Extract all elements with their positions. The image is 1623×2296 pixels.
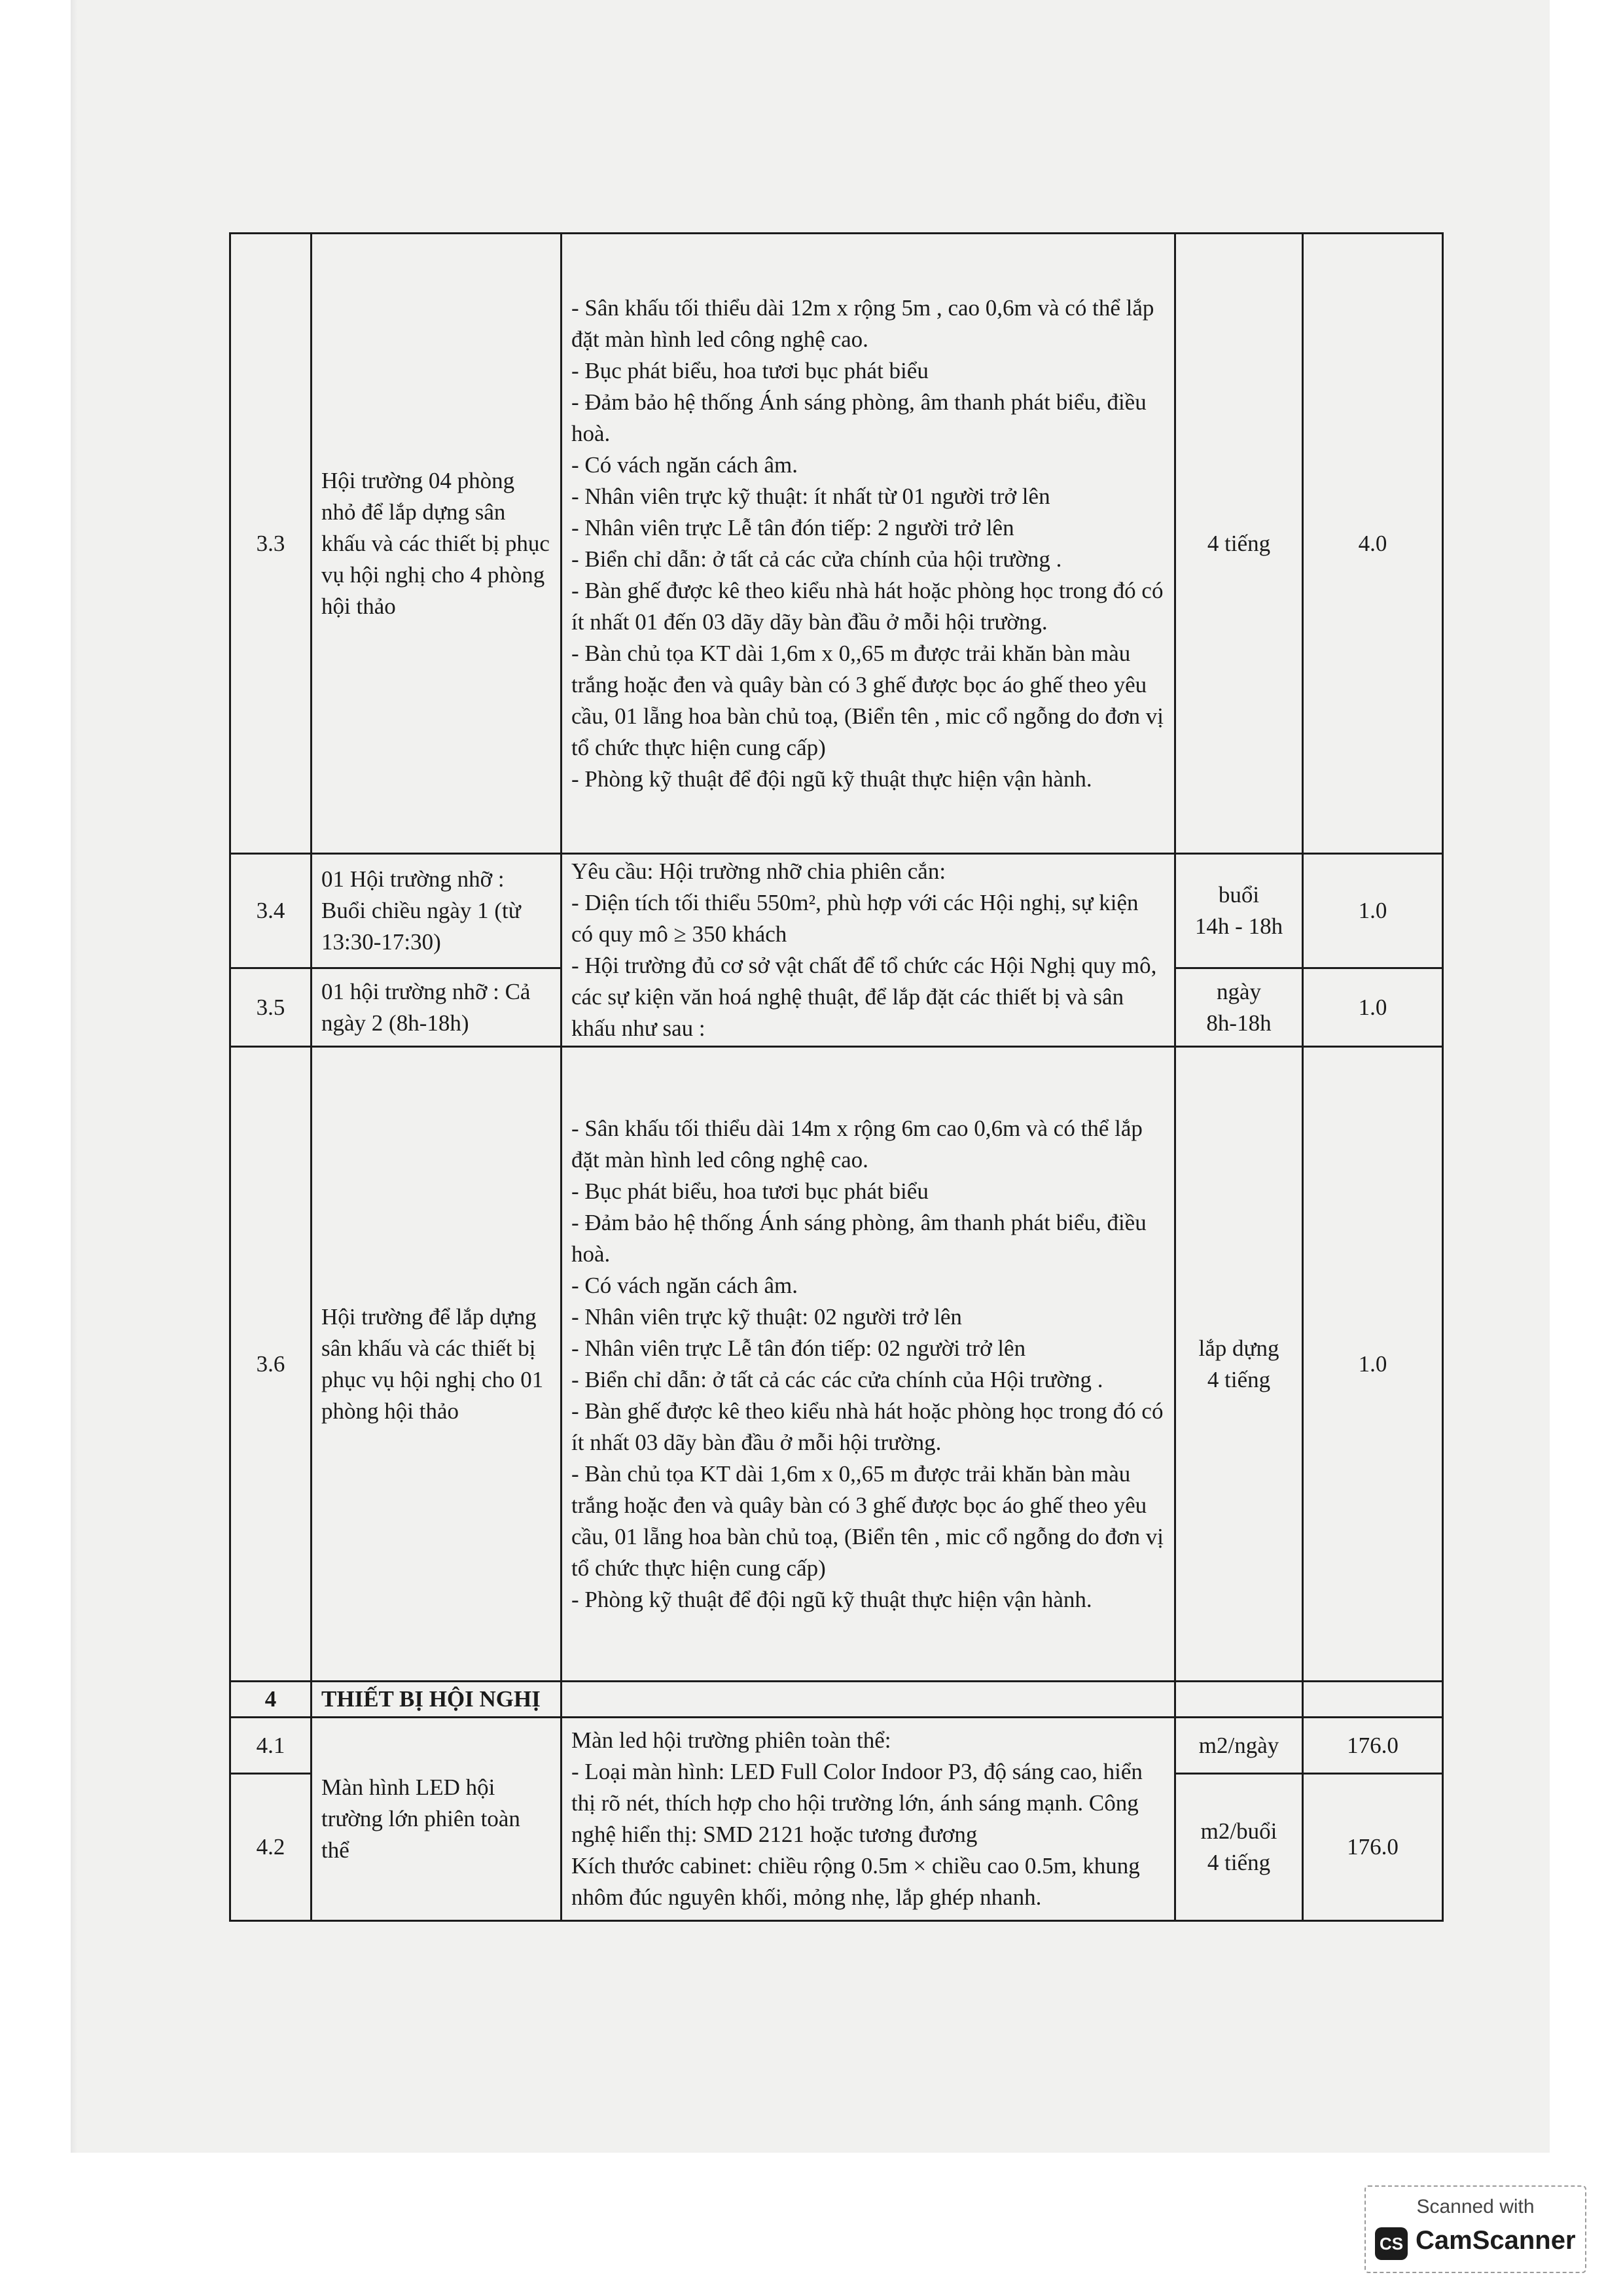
table-row-3-6	[230, 1047, 1443, 1682]
quantity-cell: 1.0	[1303, 968, 1443, 1047]
table-row-4-1	[230, 1718, 1443, 1774]
unit-cell: m2/ngày	[1175, 1718, 1303, 1774]
desc-line: - Bàn ghế được kê theo kiểu nhà hát hoặc phòng học trong đó có ít nhất 03 dãy bàn đầu ở mỗi hội trường.	[571, 1398, 1164, 1455]
item-name: 01 hội trường nhỡ : Cả ngày 2 (8h-18h)	[312, 968, 562, 1047]
unit-line: ngày	[1216, 978, 1262, 1004]
desc-line: - Nhân viên trực kỹ thuật: ít nhất từ 01 người trở lên	[571, 483, 1050, 509]
section-number: 4	[230, 1682, 312, 1718]
desc-line: - Phòng kỹ thuật để đội ngũ kỹ thuật thực hiện vận hành.	[571, 1586, 1092, 1612]
item-description	[562, 1718, 1175, 1921]
badge-caption: Scanned with	[1416, 2196, 1535, 2217]
row-number: 4.2	[230, 1774, 312, 1921]
empty-cell	[1303, 1682, 1443, 1718]
desc-line: - Phòng kỹ thuật để đội ngũ kỹ thuật thực hiện vận hành.	[571, 766, 1092, 792]
row-number: 3.5	[230, 968, 312, 1047]
table-row-3-3	[230, 234, 1443, 854]
camscanner-badge	[1364, 2185, 1586, 2273]
desc-line: - Diện tích tối thiểu 550m², phù hợp với các Hội nghị, sự kiện có quy mô ≥ 350 khách	[571, 890, 1139, 947]
section-title: THIẾT BỊ HỘI NGHỊ	[312, 1682, 562, 1718]
unit-line: 4 tiếng	[1207, 1850, 1271, 1875]
unit-line: 8h-18h	[1206, 1010, 1272, 1036]
page-edge-shadow	[71, 0, 77, 2153]
desc-line: Màn led hội trường phiên toàn thể:	[571, 1727, 891, 1753]
desc-line: - Đảm bảo hệ thống Ánh sáng phòng, âm thanh phát biểu, điều hoà.	[571, 1209, 1147, 1267]
desc-line: - Bàn ghế được kê theo kiểu nhà hát hoặc phòng học trong đó có ít nhất 01 đến 03 dãy dãy bàn đầu ở mỗi hội trường.	[571, 577, 1164, 635]
unit-line: m2/buổi	[1200, 1818, 1277, 1844]
unit-cell: 4 tiếng	[1175, 234, 1303, 854]
desc-line: - Nhân viên trực Lễ tân đón tiếp: 02 người trở lên	[571, 1335, 1026, 1361]
desc-line: - Đảm bảo hệ thống Ánh sáng phòng, âm thanh phát biểu, điều hoà.	[571, 389, 1147, 446]
desc-line: - Bàn chủ tọa KT dài 1,6m x 0,,65 m được trải khăn bàn màu trắng hoặc đen và quây bàn có 3 ghế được bọc áo ghế theo yêu cầu, 01 lẵng hoa bàn chủ toạ, (Biển tên , mic cổ ngỗng do đơn vị tổ chức thực hiện cung cấp)	[571, 1460, 1164, 1581]
desc-line: - Nhân viên trực Lễ tân đón tiếp: 2 người trở lên	[571, 514, 1014, 540]
unit-cell	[1175, 968, 1303, 1047]
desc-line: - Bục phát biểu, hoa tươi bục phát biểu	[571, 357, 929, 383]
unit-line: 4 tiếng	[1207, 1366, 1271, 1392]
unit-cell	[1175, 1774, 1303, 1921]
item-name: Hội trường 04 phòng nhỏ để lắp dựng sân khấu và các thiết bị phục vụ hội nghị cho 4 phòng hội thảo	[312, 234, 562, 854]
desc-line: - Bục phát biểu, hoa tươi bục phát biểu	[571, 1178, 929, 1204]
row-number: 3.3	[230, 234, 312, 854]
unit-line: buổi	[1218, 882, 1260, 908]
quantity-cell: 176.0	[1303, 1774, 1443, 1921]
desc-line: - Biển chỉ dẫn: ở tất cả các các cửa chính của Hội trường .	[571, 1366, 1103, 1392]
desc-line: - Bàn chủ tọa KT dài 1,6m x 0,,65 m được trải khăn bàn màu trắng hoặc đen và quây bàn có 3 ghế được bọc áo ghế theo yêu cầu, 01 lẵng hoa bàn chủ toạ, (Biển tên , mic cổ ngỗng do đơn vị tổ chức thực hiện cung cấp)	[571, 640, 1164, 760]
row-number: 3.6	[230, 1047, 312, 1682]
desc-line: - Sân khấu tối thiểu dài 14m x rộng 6m cao 0,6m và có thể lắp đặt màn hình led công nghệ cao.	[571, 1115, 1143, 1173]
desc-line: - Có vách ngăn cách âm.	[571, 451, 798, 478]
quantity-cell: 4.0	[1303, 234, 1443, 854]
desc-line: - Có vách ngăn cách âm.	[571, 1272, 798, 1298]
quantity-cell: 1.0	[1303, 854, 1443, 968]
section-header-row	[230, 1682, 1443, 1718]
desc-line: Kích thước cabinet: chiều rộng 0.5m × chiều cao 0.5m, khung nhôm đúc nguyên khối, mỏng nhẹ, lắp ghép nhanh.	[571, 1853, 1140, 1910]
item-description	[562, 854, 1175, 1047]
desc-line: - Loại màn hình: LED Full Color Indoor P3, độ sáng cao, hiển thị rõ nét, thích hợp cho hội trường lớn, ánh sáng mạnh. Công nghệ hiển thị: SMD 2121 hoặc tương đương	[571, 1759, 1143, 1847]
desc-line: - Nhân viên trực kỹ thuật: 02 người trở lên	[571, 1303, 962, 1330]
item-description	[562, 1047, 1175, 1682]
unit-cell	[1175, 854, 1303, 968]
camscanner-logo-icon: CS	[1375, 2227, 1408, 2260]
unit-line: 14h - 18h	[1194, 913, 1283, 940]
desc-line: - Hội trường đủ cơ sở vật chất để tổ chức các Hội Nghị quy mô, các sự kiện văn hoá nghệ thuật, để lắp đặt các thiết bị và sân khấu như sau :	[571, 953, 1157, 1041]
empty-cell	[562, 1682, 1175, 1718]
quantity-cell: 176.0	[1303, 1718, 1443, 1774]
desc-line: Yêu cầu: Hội trường nhỡ chia phiên cắn:	[571, 858, 946, 884]
item-name: Màn hình LED hội trường lớn phiên toàn thể	[312, 1718, 562, 1921]
item-name: 01 Hội trường nhỡ : Buổi chiều ngày 1 (từ 13:30-17:30)	[312, 854, 562, 968]
row-number: 3.4	[230, 854, 312, 968]
unit-line: lắp dựng	[1198, 1335, 1279, 1361]
desc-line: - Biển chỉ dẫn: ở tất cả các cửa chính của hội trường .	[571, 546, 1062, 572]
quantity-cell: 1.0	[1303, 1047, 1443, 1682]
table-row-3-4	[230, 854, 1443, 968]
unit-cell	[1175, 1047, 1303, 1682]
item-description	[562, 234, 1175, 854]
badge-brand-name: CamScanner	[1416, 2226, 1576, 2255]
empty-cell	[1175, 1682, 1303, 1718]
row-number: 4.1	[230, 1718, 312, 1774]
item-name: Hội trường để lắp dựng sân khấu và các thiết bị phục vụ hội nghị cho 01 phòng hội thảo	[312, 1047, 562, 1682]
desc-line: - Sân khấu tối thiểu dài 12m x rộng 5m , cao 0,6m và có thể lắp đặt màn hình led công nghệ cao.	[571, 294, 1154, 352]
specification-table	[229, 232, 1444, 1922]
